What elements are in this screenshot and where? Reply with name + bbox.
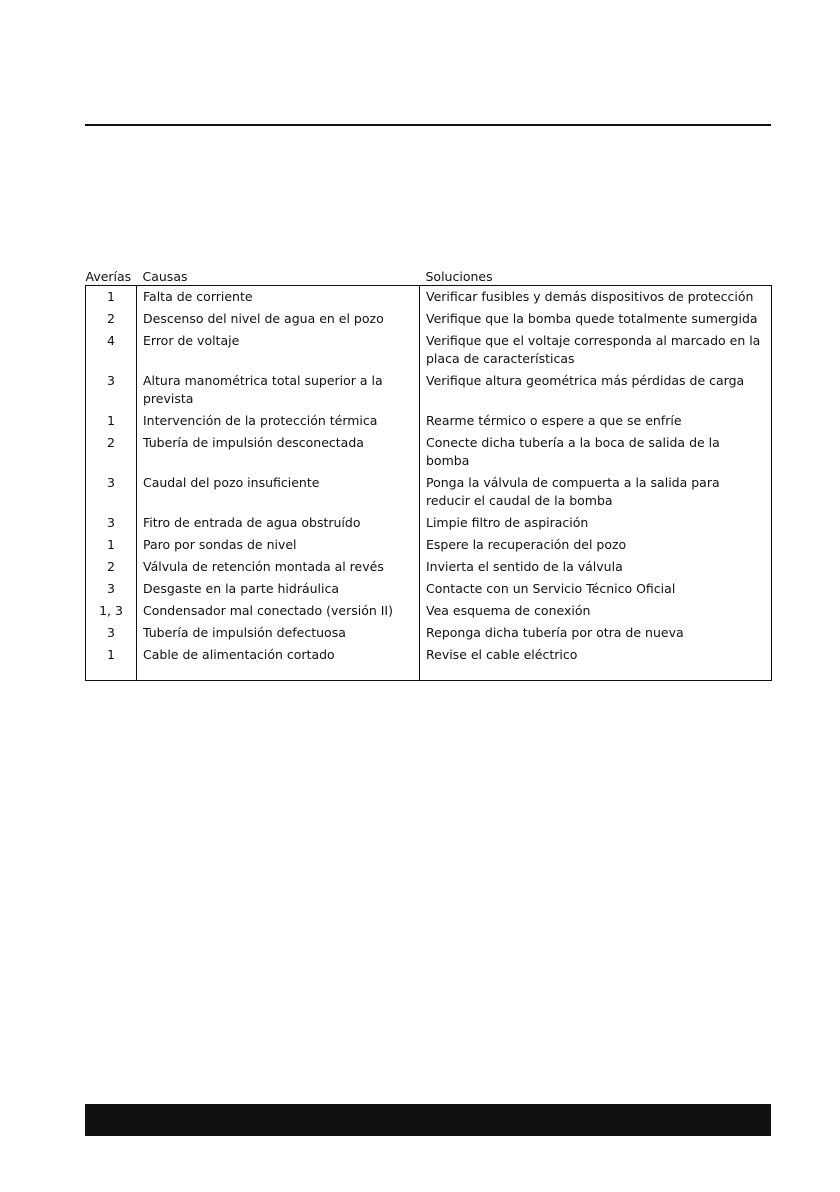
causa-cell: Paro por sondas de nivel xyxy=(137,534,420,556)
causa-cell: Falta de corriente xyxy=(137,286,420,309)
causa-cell: Error de voltaje xyxy=(137,330,420,370)
table-row xyxy=(86,600,772,622)
table-row xyxy=(86,370,772,410)
causa-cell: Tubería de impulsión defectuosa xyxy=(137,622,420,644)
solucion-cell: Contacte con un Servicio Técnico Oficial xyxy=(420,578,772,600)
table-body xyxy=(86,286,772,681)
table-row xyxy=(86,330,772,370)
averia-cell: 2 xyxy=(86,556,137,578)
solucion-cell: Rearme térmico o espere a que se enfríe xyxy=(420,410,772,432)
header-causas: Causas xyxy=(142,269,188,284)
solucion-cell: Limpie filtro de aspiración xyxy=(420,512,772,534)
solucion-cell: Conecte dicha tubería a la boca de salida de la bomba xyxy=(420,432,772,472)
causa-cell: Descenso del nivel de agua en el pozo xyxy=(137,308,420,330)
footer-bar xyxy=(85,1104,771,1136)
averia-cell: 3 xyxy=(86,370,137,410)
table-row xyxy=(86,512,772,534)
causa-cell: Intervención de la protección térmica xyxy=(137,410,420,432)
causa-cell: Fitro de entrada de agua obstruído xyxy=(137,512,420,534)
troubleshooting-table-container xyxy=(85,268,771,681)
table-row xyxy=(86,432,772,472)
header-soluciones: Soluciones xyxy=(425,269,493,284)
solucion-cell: Verifique que la bomba quede totalmente sumergida xyxy=(420,308,772,330)
averia-cell: 1 xyxy=(86,534,137,556)
causa-cell: Caudal del pozo insuficiente xyxy=(137,472,420,512)
averia-cell: 1, 3 xyxy=(86,600,137,622)
causa-cell: Tubería de impulsión desconectada xyxy=(137,432,420,472)
table-row xyxy=(86,556,772,578)
solucion-cell: Revise el cable eléctrico xyxy=(420,644,772,681)
solucion-cell: Invierta el sentido de la válvula xyxy=(420,556,772,578)
solucion-cell: Espere la recuperación del pozo xyxy=(420,534,772,556)
averia-cell: 3 xyxy=(86,578,137,600)
averia-cell: 2 xyxy=(86,308,137,330)
solucion-cell: Reponga dicha tubería por otra de nueva xyxy=(420,622,772,644)
table-row xyxy=(86,622,772,644)
averia-cell: 4 xyxy=(86,330,137,370)
averia-cell: 3 xyxy=(86,472,137,512)
table-row xyxy=(86,286,772,309)
averia-cell: 3 xyxy=(86,512,137,534)
table-row xyxy=(86,308,772,330)
averia-cell: 1 xyxy=(86,644,137,681)
solucion-cell: Verifique altura geométrica más pérdidas de carga xyxy=(420,370,772,410)
causa-cell: Cable de alimentación cortado xyxy=(137,644,420,681)
table-row xyxy=(86,410,772,432)
averia-cell: 3 xyxy=(86,622,137,644)
solucion-cell: Ponga la válvula de compuerta a la salida para reducir el caudal de la bomba xyxy=(420,472,772,512)
averia-cell: 2 xyxy=(86,432,137,472)
causa-cell: Válvula de retención montada al revés xyxy=(137,556,420,578)
table-row xyxy=(86,472,772,512)
averia-cell: 1 xyxy=(86,410,137,432)
solucion-cell: Verifique que el voltaje corresponda al marcado en la placa de características xyxy=(420,330,772,370)
table-row xyxy=(86,534,772,556)
causa-cell: Condensador mal conectado (versión II) xyxy=(137,600,420,622)
averia-cell: 1 xyxy=(86,286,137,309)
causa-cell: Desgaste en la parte hidráulica xyxy=(137,578,420,600)
header-rule xyxy=(85,124,771,126)
header-averias: Averías xyxy=(85,269,132,284)
solucion-cell: Verificar fusibles y demás dispositivos de protección xyxy=(420,286,772,309)
table-row xyxy=(86,644,772,681)
causa-cell: Altura manométrica total superior a la prevista xyxy=(137,370,420,410)
troubleshooting-table xyxy=(85,268,772,681)
solucion-cell: Vea esquema de conexión xyxy=(420,600,772,622)
table-row xyxy=(86,578,772,600)
table-header-row xyxy=(86,268,772,286)
